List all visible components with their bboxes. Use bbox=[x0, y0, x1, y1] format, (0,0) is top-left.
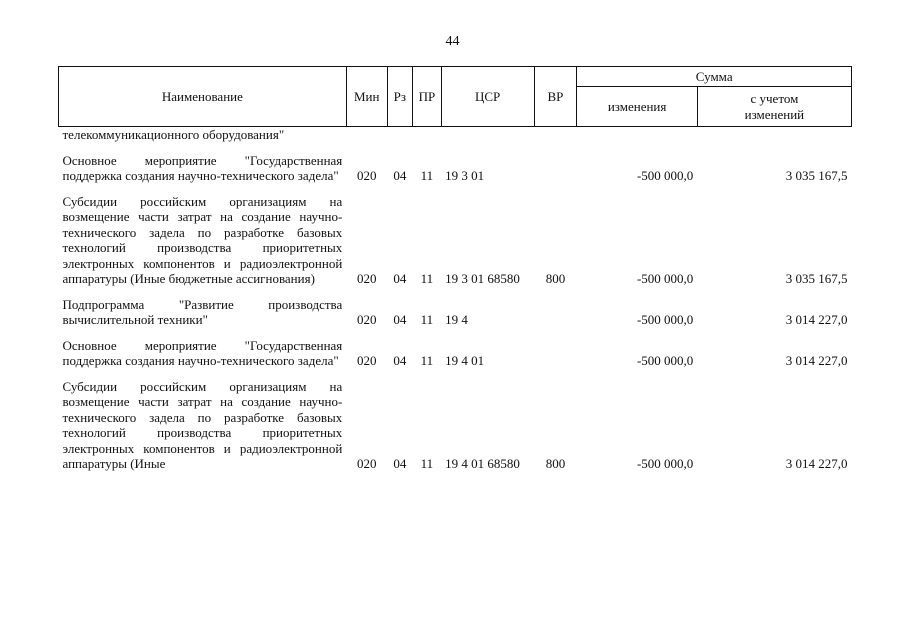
row-change: -500 000,0 bbox=[636, 271, 694, 286]
row-pr: 11 bbox=[420, 456, 434, 471]
row-csr: 19 4 01 bbox=[445, 353, 485, 368]
row-pr: 11 bbox=[420, 168, 434, 183]
table-row bbox=[59, 153, 852, 184]
row-rz: 04 bbox=[393, 353, 407, 368]
header-vr: ВР bbox=[534, 67, 577, 127]
row-csr: 19 3 01 bbox=[445, 168, 485, 183]
row-change: -500 000,0 bbox=[636, 456, 694, 471]
row-csr bbox=[441, 127, 534, 143]
header-pr: ПР bbox=[413, 67, 442, 127]
row-total: 3 014 227,0 bbox=[785, 456, 848, 471]
row-change: -500 000,0 bbox=[636, 168, 694, 183]
budget-table bbox=[58, 66, 852, 472]
row-change: -500 000,0 bbox=[636, 353, 694, 368]
row-rz bbox=[387, 127, 413, 143]
row-rz: 04 bbox=[393, 312, 407, 327]
header-name: Наименование bbox=[59, 67, 347, 127]
header-with-change-line2: изменений bbox=[744, 106, 805, 122]
table-row bbox=[59, 379, 852, 472]
row-total: 3 014 227,0 bbox=[785, 353, 848, 368]
header-csr: ЦСР bbox=[441, 67, 534, 127]
header-rz: Рз bbox=[387, 67, 413, 127]
header-with-change-line1: с учетом bbox=[750, 91, 799, 106]
header-with-change bbox=[697, 87, 851, 127]
row-total bbox=[697, 127, 851, 143]
row-pr: 11 bbox=[420, 353, 434, 368]
page-number: 44 bbox=[445, 34, 460, 49]
row-vr bbox=[534, 127, 577, 143]
row-total: 3 035 167,5 bbox=[785, 271, 848, 286]
table-row bbox=[59, 338, 852, 369]
row-csr: 19 4 bbox=[445, 312, 468, 327]
row-name: телекоммуникационного оборудования" bbox=[62, 127, 285, 142]
table-row bbox=[59, 127, 852, 143]
row-min: 020 bbox=[356, 271, 377, 286]
row-vr bbox=[534, 153, 577, 184]
row-name: Субсидии российским организациям на возмещение части затрат на создание научно-технического задела по разработке базовых технологий производства приоритетных электронных компонентов и радиоэлектронной аппаратуры (Иные бюджетные ассигнования) bbox=[62, 193, 343, 286]
row-change: -500 000,0 bbox=[636, 312, 694, 327]
row-min: 020 bbox=[356, 353, 377, 368]
table-row bbox=[59, 194, 852, 287]
row-vr: 800 bbox=[545, 456, 566, 471]
row-change bbox=[577, 127, 697, 143]
row-total: 3 014 227,0 bbox=[785, 312, 848, 327]
row-total: 3 035 167,5 bbox=[785, 168, 848, 183]
row-rz: 04 bbox=[393, 271, 407, 286]
header-min: Мин bbox=[346, 67, 387, 127]
row-pr bbox=[413, 127, 442, 143]
row-min: 020 bbox=[356, 312, 377, 327]
row-vr bbox=[534, 297, 577, 328]
row-pr: 11 bbox=[420, 271, 434, 286]
row-name: Основное мероприятие "Государственная поддержка создания научно-технического задела" bbox=[62, 337, 343, 368]
header-change: изменения bbox=[577, 87, 697, 127]
row-name: Основное мероприятие "Государственная поддержка создания научно-технического задела" bbox=[62, 152, 343, 183]
row-name: Подпрограмма "Развитие производства вычислительной техники" bbox=[62, 296, 343, 327]
row-rz: 04 bbox=[393, 456, 407, 471]
row-rz: 04 bbox=[393, 168, 407, 183]
row-vr: 800 bbox=[545, 271, 566, 286]
table-row bbox=[59, 297, 852, 328]
row-min: 020 bbox=[356, 456, 377, 471]
row-pr: 11 bbox=[420, 312, 434, 327]
row-vr bbox=[534, 338, 577, 369]
row-csr: 19 4 01 68580 bbox=[445, 456, 520, 471]
row-min: 020 bbox=[356, 168, 377, 183]
row-min bbox=[346, 127, 387, 143]
row-csr: 19 3 01 68580 bbox=[445, 271, 520, 286]
row-name: Субсидии российским организациям на возмещение части затрат на создание научно-технического задела по разработке базовых технологий производства приоритетных электронных компонентов и радиоэлектронной аппаратуры (Иные bbox=[62, 378, 343, 471]
header-sum: Сумма bbox=[577, 67, 852, 87]
